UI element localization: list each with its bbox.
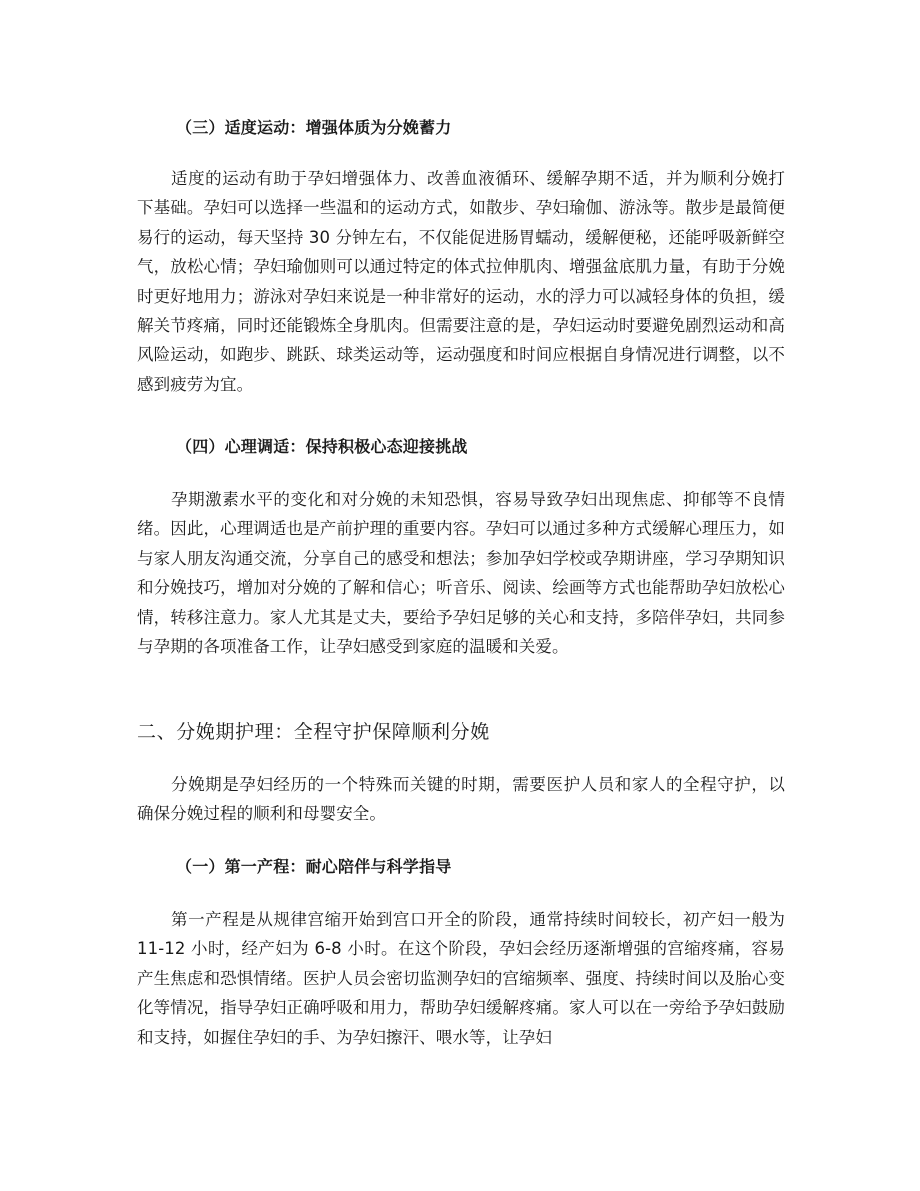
subheading-mental-adjustment: （四）心理调适：保持积极心态迎接挑战 <box>176 437 468 456</box>
paragraph-moderate-exercise: 适度的运动有助于孕妇增强体力、改善血液循环、缓解孕期不适，并为顺利分娩打下基础。孕妇可以选择一些温和的运动方式，如散步、孕妇瑜伽、游泳等。散步是最简便易行的运动，每天坚持 30 分钟左右，不仅能促进肠胃蠕动，缓解便秘，还能呼吸新鲜空气，放松心情；孕妇瑜伽则可以通过特定的体式拉伸肌肉、增强盆底肌力量，有助于分娩时更好地用力；游泳对孕妇来说是一种非常好的运动，水的浮力可以减轻身体的负担，缓解关节疼痛，同时还能锻炼全身肌肉。但需要注意的是，孕妇运动时要避免剧烈运动和高风险运动，如跑步、跳跃、球类运动等，运动强度和时间应根据自身情况进行调整，以不感到疲劳为宜。 <box>137 169 785 394</box>
paragraph-delivery-care: 分娩期是孕妇经历的一个特殊而关键的时期，需要医护人员和家人的全程守护，以确保分娩过程的顺利和母婴安全。 <box>137 775 785 824</box>
paragraph-first-stage: 第一产程是从规律宫缩开始到宫口开全的阶段，通常持续时间较长，初产妇一般为 11-12 小时，经产妇为 6-8 小时。在这个阶段，孕妇会经历逐渐增强的宫缩疼痛，容易产生焦虑和恐惧情绪。医护人员会密切监测孕妇的宫缩频率、强度、持续时间以及胎心变化等情况，指导孕妇正确呼吸和用力，帮助孕妇缓解疼痛。家人可以在一旁给予孕妇鼓励和支持，如握住孕妇的手、为孕妇擦汗、喂水等，让孕妇 <box>137 910 785 1047</box>
subheading-first-stage: （一）第一产程：耐心陪伴与科学指导 <box>176 857 452 876</box>
subheading-moderate-exercise: （三）适度运动：增强体质为分娩蓄力 <box>176 118 452 137</box>
section-heading-delivery-care: 二、分娩期护理：全程守护保障顺利分娩 <box>137 721 490 743</box>
paragraph-mental-adjustment: 孕期激素水平的变化和对分娩的未知恐惧，容易导致孕妇出现焦虑、抑郁等不良情绪。因此，心理调适也是产前护理的重要内容。孕妇可以通过多种方式缓解心理压力，如与家人朋友沟通交流，分享自己的感受和想法；参加孕妇学校或孕期讲座，学习孕期知识和分娩技巧，增加对分娩的了解和信心；听音乐、阅读、绘画等方式也能帮助孕妇放松心情，转移注意力。家人尤其是丈夫，要给予孕妇足够的关心和支持，多陪伴孕妇，共同参与孕期的各项准备工作，让孕妇感受到家庭的温暖和关爱。 <box>137 490 785 657</box>
